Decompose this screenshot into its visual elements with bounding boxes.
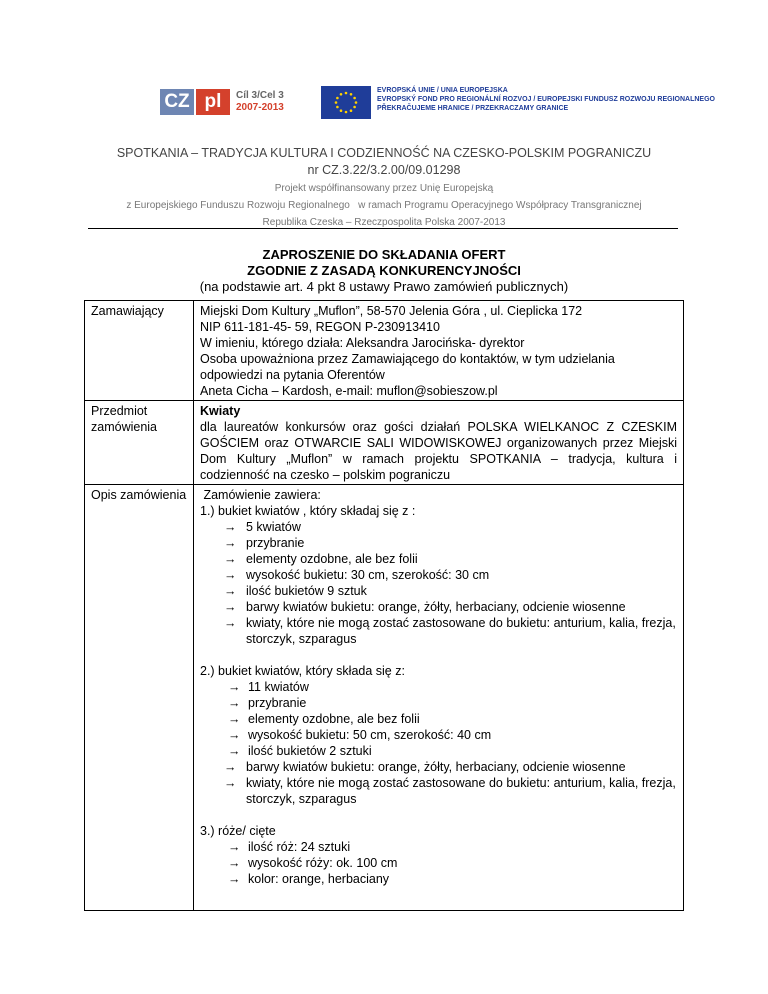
title-line-2: ZGODNIE Z ZASADĄ KONKURENCYJNOŚCI (247, 263, 521, 278)
arrow-icon: → (224, 776, 237, 790)
project-header (0, 145, 768, 179)
roses-list (200, 839, 677, 887)
list-item: → ilość bukietów 9 sztuk (224, 584, 367, 598)
arrow-icon: → (224, 552, 237, 566)
bouquet-1-list (200, 519, 677, 647)
label-zamawiajacy: Zamawiający (85, 301, 194, 401)
arrow-icon: → (228, 712, 241, 726)
title-line-1: ZAPROSZENIE DO SKŁADANIA OFERT (262, 247, 506, 262)
arrow-icon: → (228, 840, 241, 854)
arrow-icon: → (228, 872, 241, 886)
header-divider (88, 228, 678, 229)
zamawiajacy-line4: Osoba upoważniona przez Zamawiającego do kontaktów, w tym udzielania odpowiedzi na pytania Oferentów (200, 352, 615, 382)
list-item: → kolor: orange, herbaciany (228, 872, 390, 886)
bouquet-2-title: 2.) bukiet kwiatów, który składa się z: (200, 664, 405, 678)
label-opis: Opis zamówienia (85, 485, 194, 911)
arrow-icon: → (224, 584, 237, 598)
arrow-icon: → (224, 536, 237, 550)
eu-line-2: EVROPSKÝ FOND PRO REGIONÁLNÍ ROZVOJ / EUROPEJSKI FUNDUSZ ROZWOJU REGIONALNEGO (377, 96, 715, 103)
arrow-icon: → (224, 760, 237, 774)
list-item: → przybranie (228, 696, 307, 710)
list-item: → ilość bukietów 2 sztuki (228, 744, 372, 758)
zamawiajacy-line1: Miejski Dom Kultury „Muflon”, 58-570 Jelenia Góra , ul. Cieplicka 172 (200, 304, 583, 318)
eu-line-1: EVROPSKÁ UNIE / UNIA EUROPEJSKA (377, 87, 508, 94)
row-opis (85, 485, 684, 911)
bouquet-2-list (200, 679, 677, 807)
bouquet-1-title: 1.) bukiet kwiatów , który składaj się z : (200, 504, 416, 518)
zamawiajacy-line2: NIP 611-181-45- 59, REGON P-230913410 (200, 320, 440, 334)
list-item: → wysokość bukietu: 50 cm, szerokość: 40 cm (228, 728, 492, 742)
arrow-icon: → (224, 520, 237, 534)
row-przedmiot (85, 401, 684, 485)
row-zamawiajacy (85, 301, 684, 401)
opis-intro: Zamówienie zawiera: (200, 488, 321, 502)
zamawiajacy-details (194, 301, 684, 401)
cofin-line-2: z Europejskiego Funduszu Rozwoju Regionalnego w ramach Programu Operacyjnego Współpracy Transgranicznej (126, 200, 642, 211)
przedmiot-heading: Kwiaty (200, 404, 241, 418)
cofin-line-1: Projekt współfinansowany przez Unię Europejską (274, 183, 494, 194)
title-line-3: (na podstawie art. 4 pkt 8 ustawy Prawo zamówień publicznych) (199, 279, 569, 294)
arrow-icon: → (224, 600, 237, 614)
przedmiot-text: dla laureatów konkursów oraz gości działań POLSKA WIELKANOC Z CZESKIM GOŚCIEM oraz OTWARCIE SALI WIDOWISKOWEJ organizowanych przez Miejski Dom Kultury „Muflon” w ramach projektu SPOTKANIA – tradycja, kultura i codzienność na czesko – polskim pograniczu (200, 420, 677, 482)
program-logo-line1: Cíl 3/Cel 3 (236, 90, 284, 101)
project-title: SPOTKANIA – TRADYCJA KULTURA I CODZIENNOŚĆ NA CZESKO-POLSKIM POGRANICZU (116, 146, 652, 160)
list-item: → wysokość róży: ok. 100 cm (228, 856, 398, 870)
pl-logo: pl (196, 89, 230, 115)
list-item: → elementy ozdobne, ale bez folii (228, 712, 420, 726)
eu-flag-icon (321, 86, 371, 119)
list-item: → wysokość bukietu: 30 cm, szerokość: 30 cm (224, 568, 490, 582)
arrow-icon: → (228, 680, 241, 694)
opis-details (194, 485, 684, 911)
zamawiajacy-contact: Aneta Cicha – Kardosh, e-mail: muflon@sobieszow.pl (200, 384, 498, 398)
arrow-icon: → (228, 856, 241, 870)
arrow-icon: → (228, 728, 241, 742)
program-logo-line2: 2007-2013 (236, 102, 284, 113)
logo-bar (0, 86, 768, 120)
arrow-icon: → (224, 568, 237, 582)
list-item: → przybranie (224, 536, 305, 550)
label-przedmiot: Przedmiot zamówienia (85, 401, 194, 485)
document-title (0, 247, 768, 295)
list-item: → barwy kwiatów bukietu: orange, żółty, herbaciany, odcienie wiosenne (224, 760, 626, 774)
cofin-line-3: Republika Czeska – Rzeczpospolita Polska 2007-2013 (262, 217, 506, 228)
program-logo (236, 90, 284, 114)
cofinancing-note (0, 180, 768, 231)
eu-line-3: PŘEKRAČUJEME HRANICE / PRZEKRACZAMY GRANICE (377, 105, 569, 112)
arrow-icon: → (228, 744, 241, 758)
list-item: → kwiaty, które nie mogą zostać zastosowane do bukietu: anturium, kalia, frezja, storczyk, szparagus (224, 616, 676, 646)
cz-logo: CZ (160, 89, 194, 115)
list-item: → ilość róż: 24 sztuki (228, 840, 351, 854)
offer-table (84, 300, 684, 911)
arrow-icon: → (228, 696, 241, 710)
list-item: → kwiaty, które nie mogą zostać zastosowane do bukietu: anturium, kalia, frezja, storczyk, szparagus (224, 776, 676, 806)
list-item: → 11 kwiatów (228, 680, 309, 694)
arrow-icon: → (224, 616, 237, 630)
project-number: nr CZ.3.22/3.2.00/09.01298 (307, 163, 461, 177)
roses-title: 3.) róże/ cięte (200, 824, 276, 838)
list-item: → barwy kwiatów bukietu: orange, żółty, herbaciany, odcienie wiosenne (224, 600, 626, 614)
zamawiajacy-line3: W imieniu, którego działa: Aleksandra Jarocińska- dyrektor (200, 336, 525, 350)
list-item: → elementy ozdobne, ale bez folii (224, 552, 418, 566)
eu-text-logo (377, 86, 715, 113)
list-item: → 5 kwiatów (224, 520, 301, 534)
przedmiot-details (194, 401, 684, 485)
